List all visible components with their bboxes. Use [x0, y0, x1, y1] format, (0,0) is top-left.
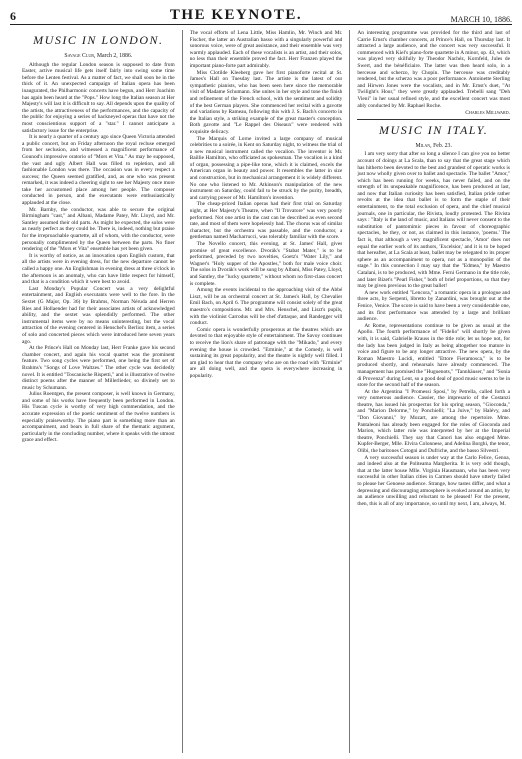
article-paragraph: Miss Clotilde Kleeberg gave her first pianoforte recital at St. James's Hall on Tuesday last. The artiste is the latest of our sympathetic pianists, who has been seen here since the memorable visit of Madame Schumann. She unites in her style and tone the finish and refinement of the French school, with the sentiment and solidity of the best German players. She commenced her recital with a gavotte and variations by Rameau, following this with J. S. Bach's concerto in the Italian style, a striking example of the great master's conception. Both gavotte and "Le Rappel des Oiseaux" were rendered with exquisite delicacy. — [189, 69, 343, 135]
article-paragraph: At Rome, representations continue to be given as usual at the Apollo. The fourth performance of "Fidelio" will shortly be given with, it is said, Gabrielle Krauss in the title role; let us hope not, for the lady has been judged in Italy as being altogether too mature in voice and figure to be any longer attractive. The new opera, by the Roman Maestro Lucidi, entitled "Ettore Fieramosca," is to be produced shortly, and rehearsals have already commenced. The management has promised the "Huguenots," "Tannhäuser," and "Sonia di Provenza" during Lent, so a good deal of good music seems to be in store for the second half of the season. — [357, 322, 511, 389]
article-paragraph: An interesting programme was provided for the third and last of Carrie Ernst's chamber concerts, at Prince's Hall, on Thursday last. It attracted a large audience, and the concert was very successful. It commenced with Kiel's piano-forte quartette in A minor, op. 43, which was played very skilfully by Theodor Nachéz, Kornfeld, Jules de Swert, and the bénéficiaire. The latter was then heard solo, in a berceuse and scherzo, by Chopin. The berceuse was creditably rendered, but the scherzo was a poor performance. Antoinette Sterling and Hirwen Jones were the vocalists, and in Mr. Ernst's duet, "At Twilight's Hour," they were greatly applauded. Trebelli sang "Deh Vieni" in her usual refined style, and the excellent concert was most ably conducted by Mr. Raphael Roche. — [357, 30, 511, 109]
article-paragraph: At the Argentina "I Promessi Sposi," by Petrella, called forth a very numerous audience. Cassier, the impresario of the Costanzi theatre, has issued his prospectus for his spring season, "Gioconda," and "Marion Delorme," by Ponchielli; "La Juive," by Halévy, and "Don Giovanni," by Mozart, are among the repertoire. Mme. Pantaleoni has already been engaged for the roles of Gioconda and Marion, which latter role was interpreted by her at the Imperial theatre, Ponchielli. They say that Canori has also engaged Mme. Kupfer-Berger, Mlle. Elvira Colonnese, and Adelina Borghi, the tenor, Olibi, the baritones Cotogni and Dufriche, and the basso Silvestri. — [357, 388, 511, 455]
article-paragraph: Mr. Barnby, the conductor, was able to secure the original Birmingham "cast," and Albani, Madame Patey, Mr. Lloyd, and Mr. Santley assumed their old parts. As might be expected, the solos were as nearly perfect as they could be. There is, indeed, nothing but praise for the irreproachable quartette, all of whom, with the conductor, were personally complimented by the Queen between the parts. No finer rendering of the "Mors et Vita" ensemble has yet been given. — [22, 206, 175, 253]
column-divider — [182, 30, 183, 753]
column-divider — [349, 30, 350, 753]
dateline-milan — [357, 143, 510, 150]
article-paragraph: Last Monday's Popular Concert was a very delightful entertainment, and English executants were well to the fore. In the Sextet (G Major, Op. 36) by Brahms, Norman Néruda and Herren Ries and Hollaender had for their associates artists of acknowledged ability, and the sextet was splendidly performed. The other instrumental items were by no means uninteresting, but the vocal attraction of the evening centered in Henschel's Berlioz item, a series of solo and concerted pieces which were introduced here seven years ago. — [22, 285, 175, 345]
dateline-place: Savage Club, — [64, 53, 96, 59]
article-paragraph: I am very sorry that after so long a silence I can give you no better account of doings at La Scala, than to say that the great stage which has hitherto been devoted to the best and grandest of operatic works is just now wholly given over to ballet and spectacle. The ballet "Amor," which has been running for weeks, has never failed, and on the strength of its unspeakable magnificence, has been produced at last, and now that Italian curiosity has been satisfied, Italian pride rather revolts at the idea that ballet is to form the staple of their entertainment, to the total exclusion of opera, and the chief musical journals, one in particular, the Rivista, loudly protested. The Rivista says : "Italy is the land of music, and Italians will never consent to the substitution of pantomimic pieces in favour of choreographic spectacles, be they, or not, as claimed in this instance, 'poems.' The fact is, that although a very magnificent spectacle, 'Amor' does not equal the earlier work of its authors, 'Excelsior,' and it is to be hoped that hereafter, at La Scala at least, ballet may be relegated to its proper sphere as an accompaniment to opera, not as a monopolist of the stage." In this connection I may say that the "Edmea," by Maestro Catalani, is to be produced, with Mme. Ferni Germano in the title role, and later Bizet's "Pearl Fisher," both of brief proportions, so that they may be given previous to the great ballet! — [357, 151, 511, 290]
page-header — [10, 6, 512, 25]
article-paragraph: A new work entitled "Lencora," a romantic opera in a prologue and three acts, by Serpenti, libretto by Zanardini, was brought out at the Fenice, Venice. The score is said to have been a very considerable one, and its first performance was attended by a large and brilliant audience. — [357, 289, 511, 323]
column-middle — [190, 30, 343, 753]
column-left — [22, 30, 175, 753]
section-title-music-in-london: MUSIC IN LONDON. — [33, 33, 164, 47]
column-right — [357, 30, 510, 753]
article-paragraph: It is worthy of notice, as an innovation upon English custom, that all the artists were in evening dress, for the new departure cannot be called a happy one. An Englishman in evening dress at three o'clock in the afternoon is an anomaly, who can have little respect for himself, and that is a condition which it were best to avoid. — [22, 252, 175, 286]
masthead-title: THE KEYNOTE. — [169, 7, 303, 23]
article-columns — [22, 30, 510, 753]
article-paragraph: Comic opera is wonderfully prosperous at the theatres which are devoted to that enjoyable style of entertainment. The Savoy continues to receive the lion's share of patronage with the "Mikado," and every evening the house is crowded. "Erminie," at the Comedy, is well sustaining its great popularity, and the theatre is nightly well filled. I am glad to hear that the company who are on the road with "Erminie" are all doing well, and the opera is everywhere increasing in popularity. — [189, 326, 343, 379]
article-paragraph: It is nearly a quarter of a century ago since Queen Victoria attended a public concert, but on Friday afternoon the royal recluse emerged from her seclusion, and witnessed a magnificent performance of Gounod's impressive oratorio of "Mors et Vita." As may be supposed, the vast and ugly Albert Hall was filled to repletion, and all fashionable London was there. The occasion was in every respect a success; the Queen seemed gratified, and, as one who was present remarked, it was indeed a cheering sight to see her Majesty once more take her accustomed place among her people. The composer conducted in person, and the executants were enthusiastically applauded at the close. — [22, 134, 175, 207]
article-paragraph: The Marquis of Lorne invited a large company of musical celebrities to a soirée, in Kent on Saturday night, to witness the trial of a new musical instrument called the vocalion. The inventor is Mr. Baillie Hamilton, who officiated as spokesman. The vocalion is a kind of organ, possessing a pipe-like tone, which it is claimed, excels the American organ in beauty and power. It resembles the latter in size and construction, but in mechanical arrangement it is widely different. No one who listened to Mr. Atkinson's manipulation of the new instrument on Saturday, could fail to be struck by the purity, breadth, and carrying power of Mr. Hamilton's invention. — [189, 135, 343, 201]
article-paragraph: The Novello concert, this evening, at St. James' Hall, gives promise of great excellence. Dvorák's "Stabat Mater," is to be performed, preceded by two novelties, Goetz's "Water Lily," and Wagner's "Holy supper of the Apostles," both for male voice choir. The solos in Dvorák's work will be sung by Albani, Miss Patey, Lloyd, and Santley, the "lucky quartette," without whom no first-class concert is complete. — [189, 241, 343, 287]
article-paragraph: At the Prince's Hall on Monday last, Herr Franke gave his second chamber concert, and again his vocal quartet was the prominent feature. Two song cycles were performed, one being the first set of Brahms's "Songs of Love Waltzes." The other cycle was decidedly novel. It is entitled "Toscanische Rispetti," and is illustrative of twelve distinct poems after the manner of Millerlieder, so divinely set to music by Schumann. — [22, 345, 175, 391]
section-title-music-in-italy: MUSIC IN ITALY. — [379, 122, 489, 137]
dateline-date: Feb. 23. — [433, 142, 452, 149]
issue-date: MARCH 10, 1886. — [450, 15, 512, 24]
article-paragraph: Julius Roentgen, the present composer, is well known in Germany, and some of his works have frequently been performed in London. His Tuscan cycle is worthy of very high commendation, and the accurate expression of the poetic sentiment of the twelve numbers is especially praiseworthy. The piano part is something more than an accompaniment, and bears in full share of the thematic argument, particularly in the concluding number, where it speaks with the utmost grace and effect. — [22, 391, 175, 444]
section-divider — [357, 119, 510, 120]
article-paragraph: Although the regular London season is supposed to date from Easter, active musical life gets itself fairly into swing some time before the Lenten festival. As a matter of fact, we shall soon be in the thick of it. An unexpected campaign of Italian opera has been inaugurated, the Philharmonic concerts have begun, and Herr Joachim has again been heard at the "Pops." How long the Italian season at Her Majesty's will last it is difficult to say. All depends upon the quality of the artists, the attractiveness of the performances, and the capacity of the public for enjoying a series of hackneyed operas that have not the most conscientious support of a "star." I cannot anticipate a satisfactory issue for the enterprise. — [22, 61, 175, 134]
article-paragraph: A very successful season is under way at the Carlo Felice, Genoa, and indeed also at the Politeama Margherita. It is very odd though, that at the latter house Mlle. Virginia Hausmann, who has been very successful in other Italian cities in Carmen should have utterly failed to please her Genoese audience. Strange, how tastes differ, and what a depressing and discouraging atmosphere is evoked around an artist, by an audience unwilling and reluctant to be pleased! For the present, then, this is all of any importance, so until my next, I am, always, M. — [357, 454, 511, 507]
dateline-place: Milan, — [415, 142, 432, 149]
author-signature: Charles Millward. — [465, 110, 511, 117]
article-paragraph: Among the events incidental to the approaching visit of the Abbé Liszt, will be an orchestral concert at St. James's Hall, by Chevalier Emil Bach, on April 6. The programme will consist solely of the great maestro's compositions. Mr. and Mrs. Henschel, and Liszt's pupils, with the violinist Carrodus will be chef d'attaque, and Randegger will conduct. — [189, 287, 343, 327]
article-paragraph: The cheap-priced Italian operas had their first trial on Saturday night, at Her Majesty's Theatre, when "Il Trovatore" was very poorly performed. Not one artist in the cast can be described as even second rate, and most of them were hopelessly bad. The chorus was of similar character, but the orchestra was passable, and the conductor, a gentleman named Macharrucci, was tolerably familiar with the score. — [189, 201, 343, 241]
dateline-date: March 2, 1886. — [96, 53, 133, 59]
page-number: 6 — [10, 9, 16, 23]
article-paragraph: The vocal efforts of Lena Little, Miss Hamlin, Mr. Winch and Mr. Fischer, the latter an Australian basso with a singularly powerful and sonorous voice, were of great assistance, and their ensemble was very warmly applauded. Each of these vocalists is an artist, and their solos, no less than their ensemble proved the fact. Herr Franzen played the important piano-forte part admirably. — [189, 30, 343, 69]
dateline-london — [22, 53, 175, 60]
